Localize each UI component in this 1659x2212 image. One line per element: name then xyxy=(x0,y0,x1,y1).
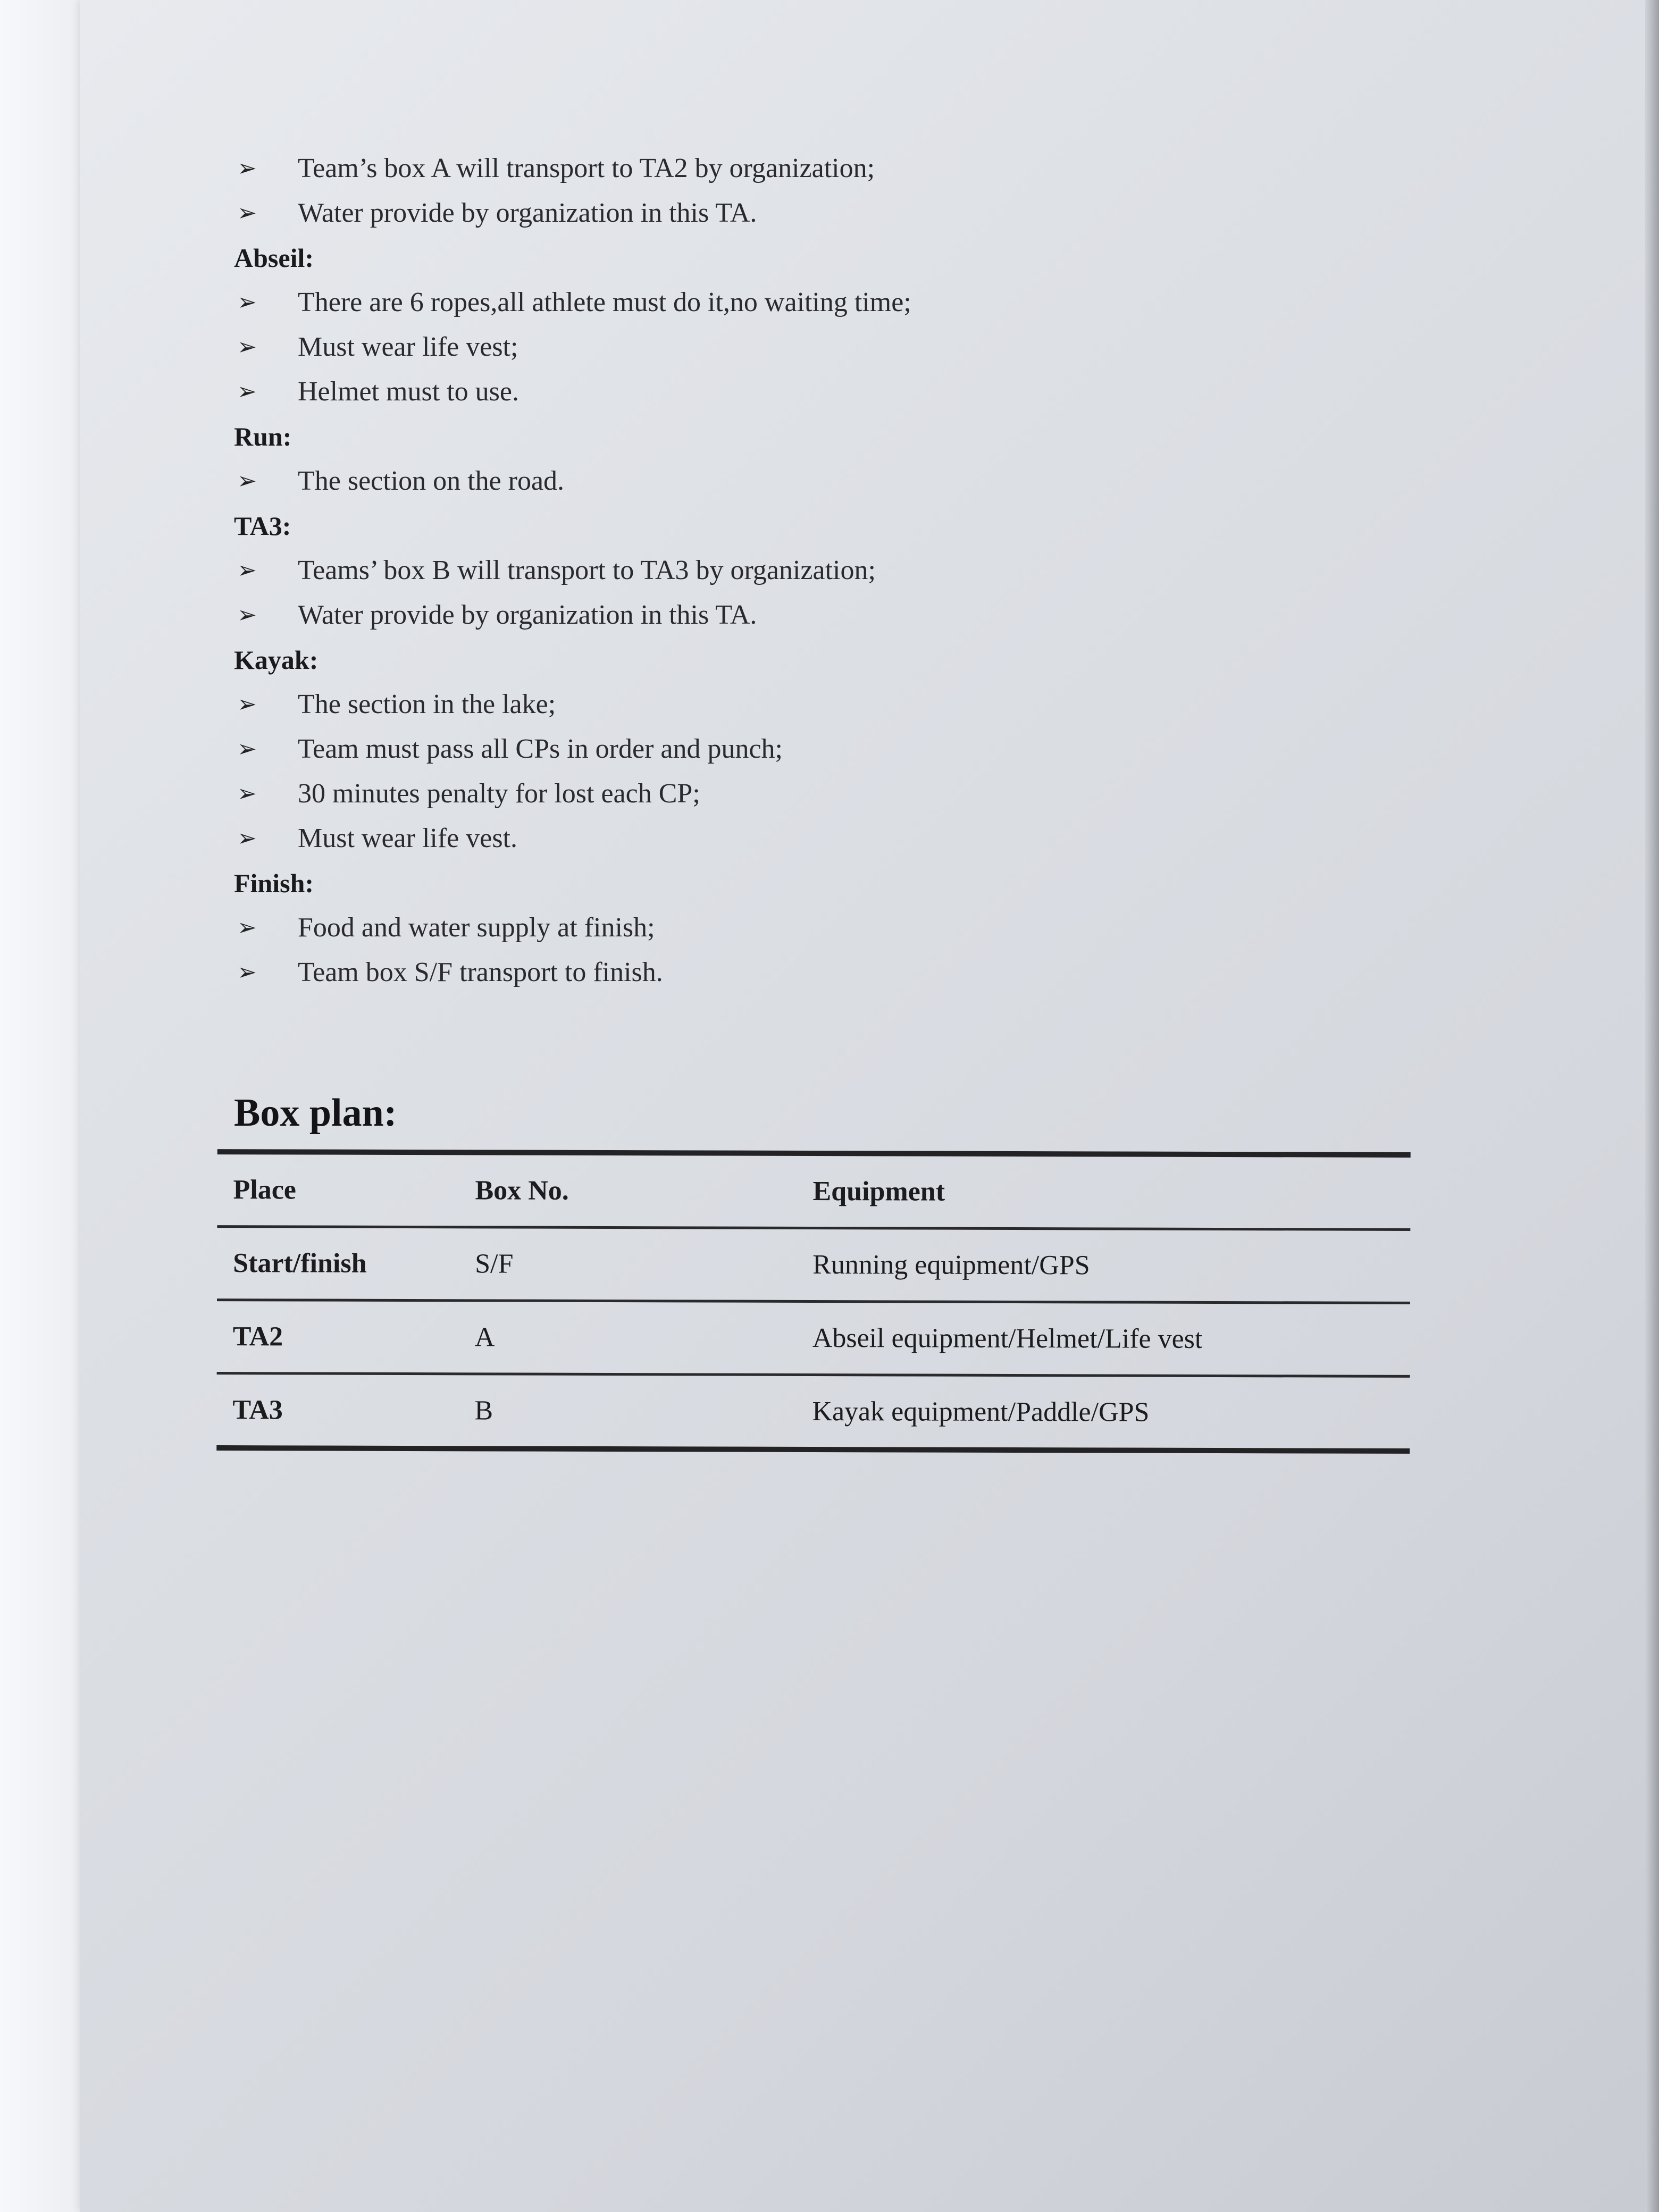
bullet-text: The section on the road. xyxy=(298,466,565,496)
table-header-row xyxy=(217,1154,1410,1228)
section-heading: Kayak: xyxy=(234,645,319,675)
section-heading: TA3: xyxy=(234,511,291,541)
bullet-text: There are 6 ropes,all athlete must do it,no waiting time; xyxy=(298,287,911,317)
arrow-bullet-icon: ➢ xyxy=(237,959,257,985)
bullet-text: Water provide by organization in this TA. xyxy=(298,600,757,630)
bullet-item xyxy=(234,906,1510,950)
table-row xyxy=(217,1228,1410,1302)
bullet-item xyxy=(234,548,1510,593)
section-heading: Run: xyxy=(234,422,292,451)
bullet-item xyxy=(234,370,1510,414)
bullet-item xyxy=(234,727,1510,772)
cell-equipment: Running equipment/GPS xyxy=(812,1249,1090,1281)
arrow-bullet-icon: ➢ xyxy=(237,468,257,494)
arrow-bullet-icon: ➢ xyxy=(237,781,257,807)
bullet-text: Helmet must to use. xyxy=(298,376,519,407)
bullet-item xyxy=(234,146,1510,191)
cell-equipment: Abseil equipment/Helmet/Life vest xyxy=(812,1322,1203,1354)
bullet-item xyxy=(234,325,1510,370)
arrow-bullet-icon: ➢ xyxy=(237,155,257,181)
bullet-item xyxy=(234,950,1510,995)
background-left xyxy=(0,0,80,2212)
arrow-bullet-icon: ➢ xyxy=(237,825,257,851)
bullet-text: The section in the lake; xyxy=(298,689,556,719)
column-header-equipment: Equipment xyxy=(812,1176,945,1207)
bullet-item xyxy=(234,280,1510,325)
page-edge-shadow xyxy=(1645,0,1659,2212)
cell-place: TA3 xyxy=(232,1395,283,1426)
bullet-text: Team box S/F transport to finish. xyxy=(298,957,663,987)
cell-equipment: Kayak equipment/Paddle/GPS xyxy=(812,1396,1150,1428)
bullet-item xyxy=(234,593,1510,638)
bullet-item xyxy=(234,772,1510,816)
arrow-bullet-icon: ➢ xyxy=(237,334,257,360)
box-plan-table xyxy=(216,1149,1410,1454)
bullet-text: Must wear life vest. xyxy=(298,823,518,853)
bullet-text: Must wear life vest; xyxy=(298,332,518,362)
bullet-text: Team must pass all CPs in order and punch; xyxy=(298,734,783,764)
cell-box-no: B xyxy=(474,1395,493,1426)
cell-place: Start/finish xyxy=(233,1248,367,1279)
bullet-text: Teams’ box B will transport to TA3 by organization; xyxy=(298,555,876,585)
bullet-item xyxy=(234,682,1510,727)
bullet-text: Food and water supply at finish; xyxy=(298,912,655,943)
arrow-bullet-icon: ➢ xyxy=(237,691,257,717)
bullet-text: Team’s box A will transport to TA2 by organization; xyxy=(298,153,875,183)
cell-place: TA2 xyxy=(232,1321,283,1352)
table-row xyxy=(216,1375,1410,1448)
bullet-text: Water provide by organization in this TA. xyxy=(298,198,757,228)
arrow-bullet-icon: ➢ xyxy=(237,915,257,941)
bullet-text: 30 minutes penalty for lost each CP; xyxy=(298,778,700,809)
arrow-bullet-icon: ➢ xyxy=(237,602,257,628)
section-heading: Abseil: xyxy=(234,243,314,273)
column-header-box-no: Box No. xyxy=(475,1175,569,1206)
bullet-item xyxy=(234,816,1510,861)
table-row xyxy=(217,1301,1410,1375)
section-heading: Finish: xyxy=(234,868,314,898)
arrow-bullet-icon: ➢ xyxy=(237,289,257,315)
arrow-bullet-icon: ➢ xyxy=(237,200,257,226)
bullet-item xyxy=(234,459,1510,504)
cell-box-no: S/F xyxy=(475,1249,514,1279)
arrow-bullet-icon: ➢ xyxy=(237,557,257,583)
cell-box-no: A xyxy=(474,1322,495,1353)
arrow-bullet-icon: ➢ xyxy=(237,379,257,405)
bullet-item xyxy=(234,191,1510,236)
race-notes xyxy=(234,146,1510,995)
column-header-place: Place xyxy=(233,1175,296,1205)
arrow-bullet-icon: ➢ xyxy=(237,736,257,762)
box-plan-title: Box plan: xyxy=(234,1091,397,1135)
